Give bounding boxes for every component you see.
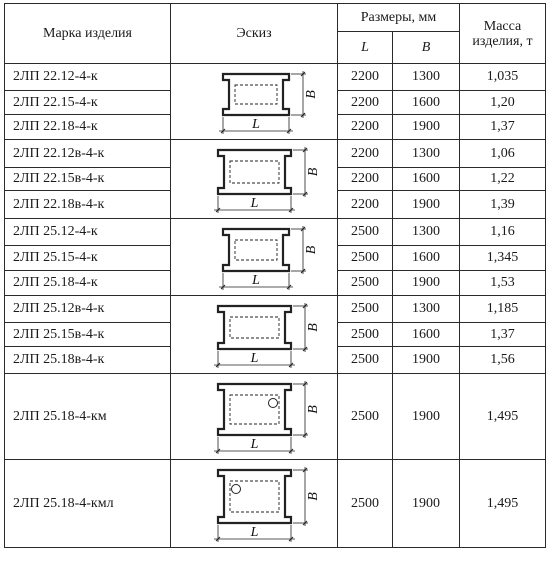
table-body [5, 64, 546, 548]
slab-inner-dashed [230, 395, 279, 424]
header-dimensions: Размеры, мм [338, 4, 460, 32]
dim-B-value: 1900 [393, 347, 460, 374]
slab-inner-dashed [230, 317, 279, 338]
mass-value: 1,185 [460, 296, 546, 323]
slab-sketch-drawing [171, 296, 337, 373]
slab-inner-dashed [235, 240, 277, 260]
slab-sketch [171, 374, 338, 460]
product-code: 2ЛП 22.18-4-к [5, 115, 171, 140]
slab-inner-dashed [230, 161, 279, 183]
slab-specification-table [4, 3, 546, 548]
dim-B-value: 1900 [393, 460, 460, 548]
product-code: 2ЛП 22.12в-4-к [5, 140, 171, 168]
product-code: 2ЛП 22.12-4-к [5, 64, 171, 91]
dim-label-B: B [304, 245, 319, 255]
mass-value: 1,035 [460, 64, 546, 91]
dim-L-value: 2500 [338, 347, 393, 374]
product-code: 2ЛП 25.18в-4-к [5, 347, 171, 374]
dim-label-L: L [250, 525, 259, 540]
product-code: 2ЛП 25.15-4-к [5, 246, 171, 271]
slab-sketch-drawing [171, 374, 337, 459]
dim-B-value: 1300 [393, 140, 460, 168]
mass-value: 1,22 [460, 168, 546, 191]
mass-value: 1,20 [460, 91, 546, 115]
header-width: B [393, 32, 460, 64]
table-row [5, 219, 546, 246]
slab-opening-circle [269, 399, 278, 408]
header-length: L [338, 32, 393, 64]
dim-label-B: B [306, 323, 321, 332]
header-sketch: Эскиз [171, 4, 338, 64]
dim-B-value: 1300 [393, 219, 460, 246]
dim-label-B: B [306, 492, 321, 501]
dim-L-value: 2200 [338, 64, 393, 91]
slab-sketch-drawing [171, 140, 337, 218]
product-code: 2ЛП 25.18-4-к [5, 271, 171, 296]
dim-B-value: 1900 [393, 191, 460, 219]
product-code: 2ЛП 22.15-4-к [5, 91, 171, 115]
slab-sketch [171, 296, 338, 374]
dim-label-L: L [250, 437, 259, 452]
dim-L-value: 2500 [338, 219, 393, 246]
product-code: 2ЛП 25.12-4-к [5, 219, 171, 246]
slab-outline [218, 306, 291, 349]
table-row [5, 374, 546, 460]
slab-sketch [171, 219, 338, 296]
slab-sketch-drawing [171, 460, 337, 547]
dim-L-value: 2200 [338, 91, 393, 115]
dim-B-value: 1900 [393, 115, 460, 140]
slab-outline [223, 229, 289, 271]
dim-label-L: L [250, 351, 259, 366]
mass-value: 1,495 [460, 460, 546, 548]
slab-sketch-drawing [171, 64, 337, 139]
dim-B-value: 1300 [393, 296, 460, 323]
mass-value: 1,37 [460, 115, 546, 140]
product-code: 2ЛП 25.15в-4-к [5, 323, 171, 347]
dim-L-value: 2500 [338, 323, 393, 347]
dim-L-value: 2500 [338, 374, 393, 460]
slab-table-wrapper [4, 3, 546, 548]
slab-opening-circle [232, 485, 241, 494]
slab-sketch [171, 64, 338, 140]
dim-B-value: 1600 [393, 323, 460, 347]
dim-L-value: 2200 [338, 140, 393, 168]
table-row [5, 64, 546, 91]
table-row [5, 460, 546, 548]
dim-L-value: 2500 [338, 271, 393, 296]
dim-B-value: 1600 [393, 168, 460, 191]
dim-B-value: 1900 [393, 374, 460, 460]
mass-value: 1,53 [460, 271, 546, 296]
dim-B-value: 1300 [393, 64, 460, 91]
dim-B-value: 1600 [393, 246, 460, 271]
product-code: 2ЛП 25.18-4-кмл [5, 460, 171, 548]
table-row [5, 296, 546, 323]
dim-L-value: 2500 [338, 246, 393, 271]
slab-sketch-drawing [171, 219, 337, 295]
dim-L-value: 2500 [338, 460, 393, 548]
slab-outline [218, 384, 291, 435]
header-mass: Масса изделия, т [460, 4, 546, 64]
slab-inner-dashed [230, 481, 279, 512]
dim-label-B: B [306, 405, 321, 414]
mass-value: 1,56 [460, 347, 546, 374]
mass-value: 1,06 [460, 140, 546, 168]
slab-sketch [171, 460, 338, 548]
dim-L-value: 2200 [338, 191, 393, 219]
dim-L-value: 2500 [338, 296, 393, 323]
dim-label-L: L [250, 196, 259, 211]
dim-label-L: L [252, 117, 260, 132]
product-code: 2ЛП 22.15в-4-к [5, 168, 171, 191]
slab-inner-dashed [235, 85, 277, 104]
dim-L-value: 2200 [338, 168, 393, 191]
dim-label-L: L [252, 273, 260, 288]
header-mark: Марка изделия [5, 4, 171, 64]
product-code: 2ЛП 25.12в-4-к [5, 296, 171, 323]
product-code: 2ЛП 22.18в-4-к [5, 191, 171, 219]
product-code: 2ЛП 25.18-4-км [5, 374, 171, 460]
slab-outline [218, 150, 291, 194]
mass-value: 1,37 [460, 323, 546, 347]
mass-value: 1,16 [460, 219, 546, 246]
mass-value: 1,495 [460, 374, 546, 460]
dim-label-B: B [304, 90, 319, 99]
dim-label-B: B [306, 167, 321, 177]
mass-value: 1,345 [460, 246, 546, 271]
mass-value: 1,39 [460, 191, 546, 219]
slab-sketch [171, 140, 338, 219]
slab-outline [223, 74, 289, 115]
table-row [5, 140, 546, 168]
dim-B-value: 1900 [393, 271, 460, 296]
slab-outline [218, 470, 291, 523]
dim-L-value: 2200 [338, 115, 393, 140]
dim-B-value: 1600 [393, 91, 460, 115]
